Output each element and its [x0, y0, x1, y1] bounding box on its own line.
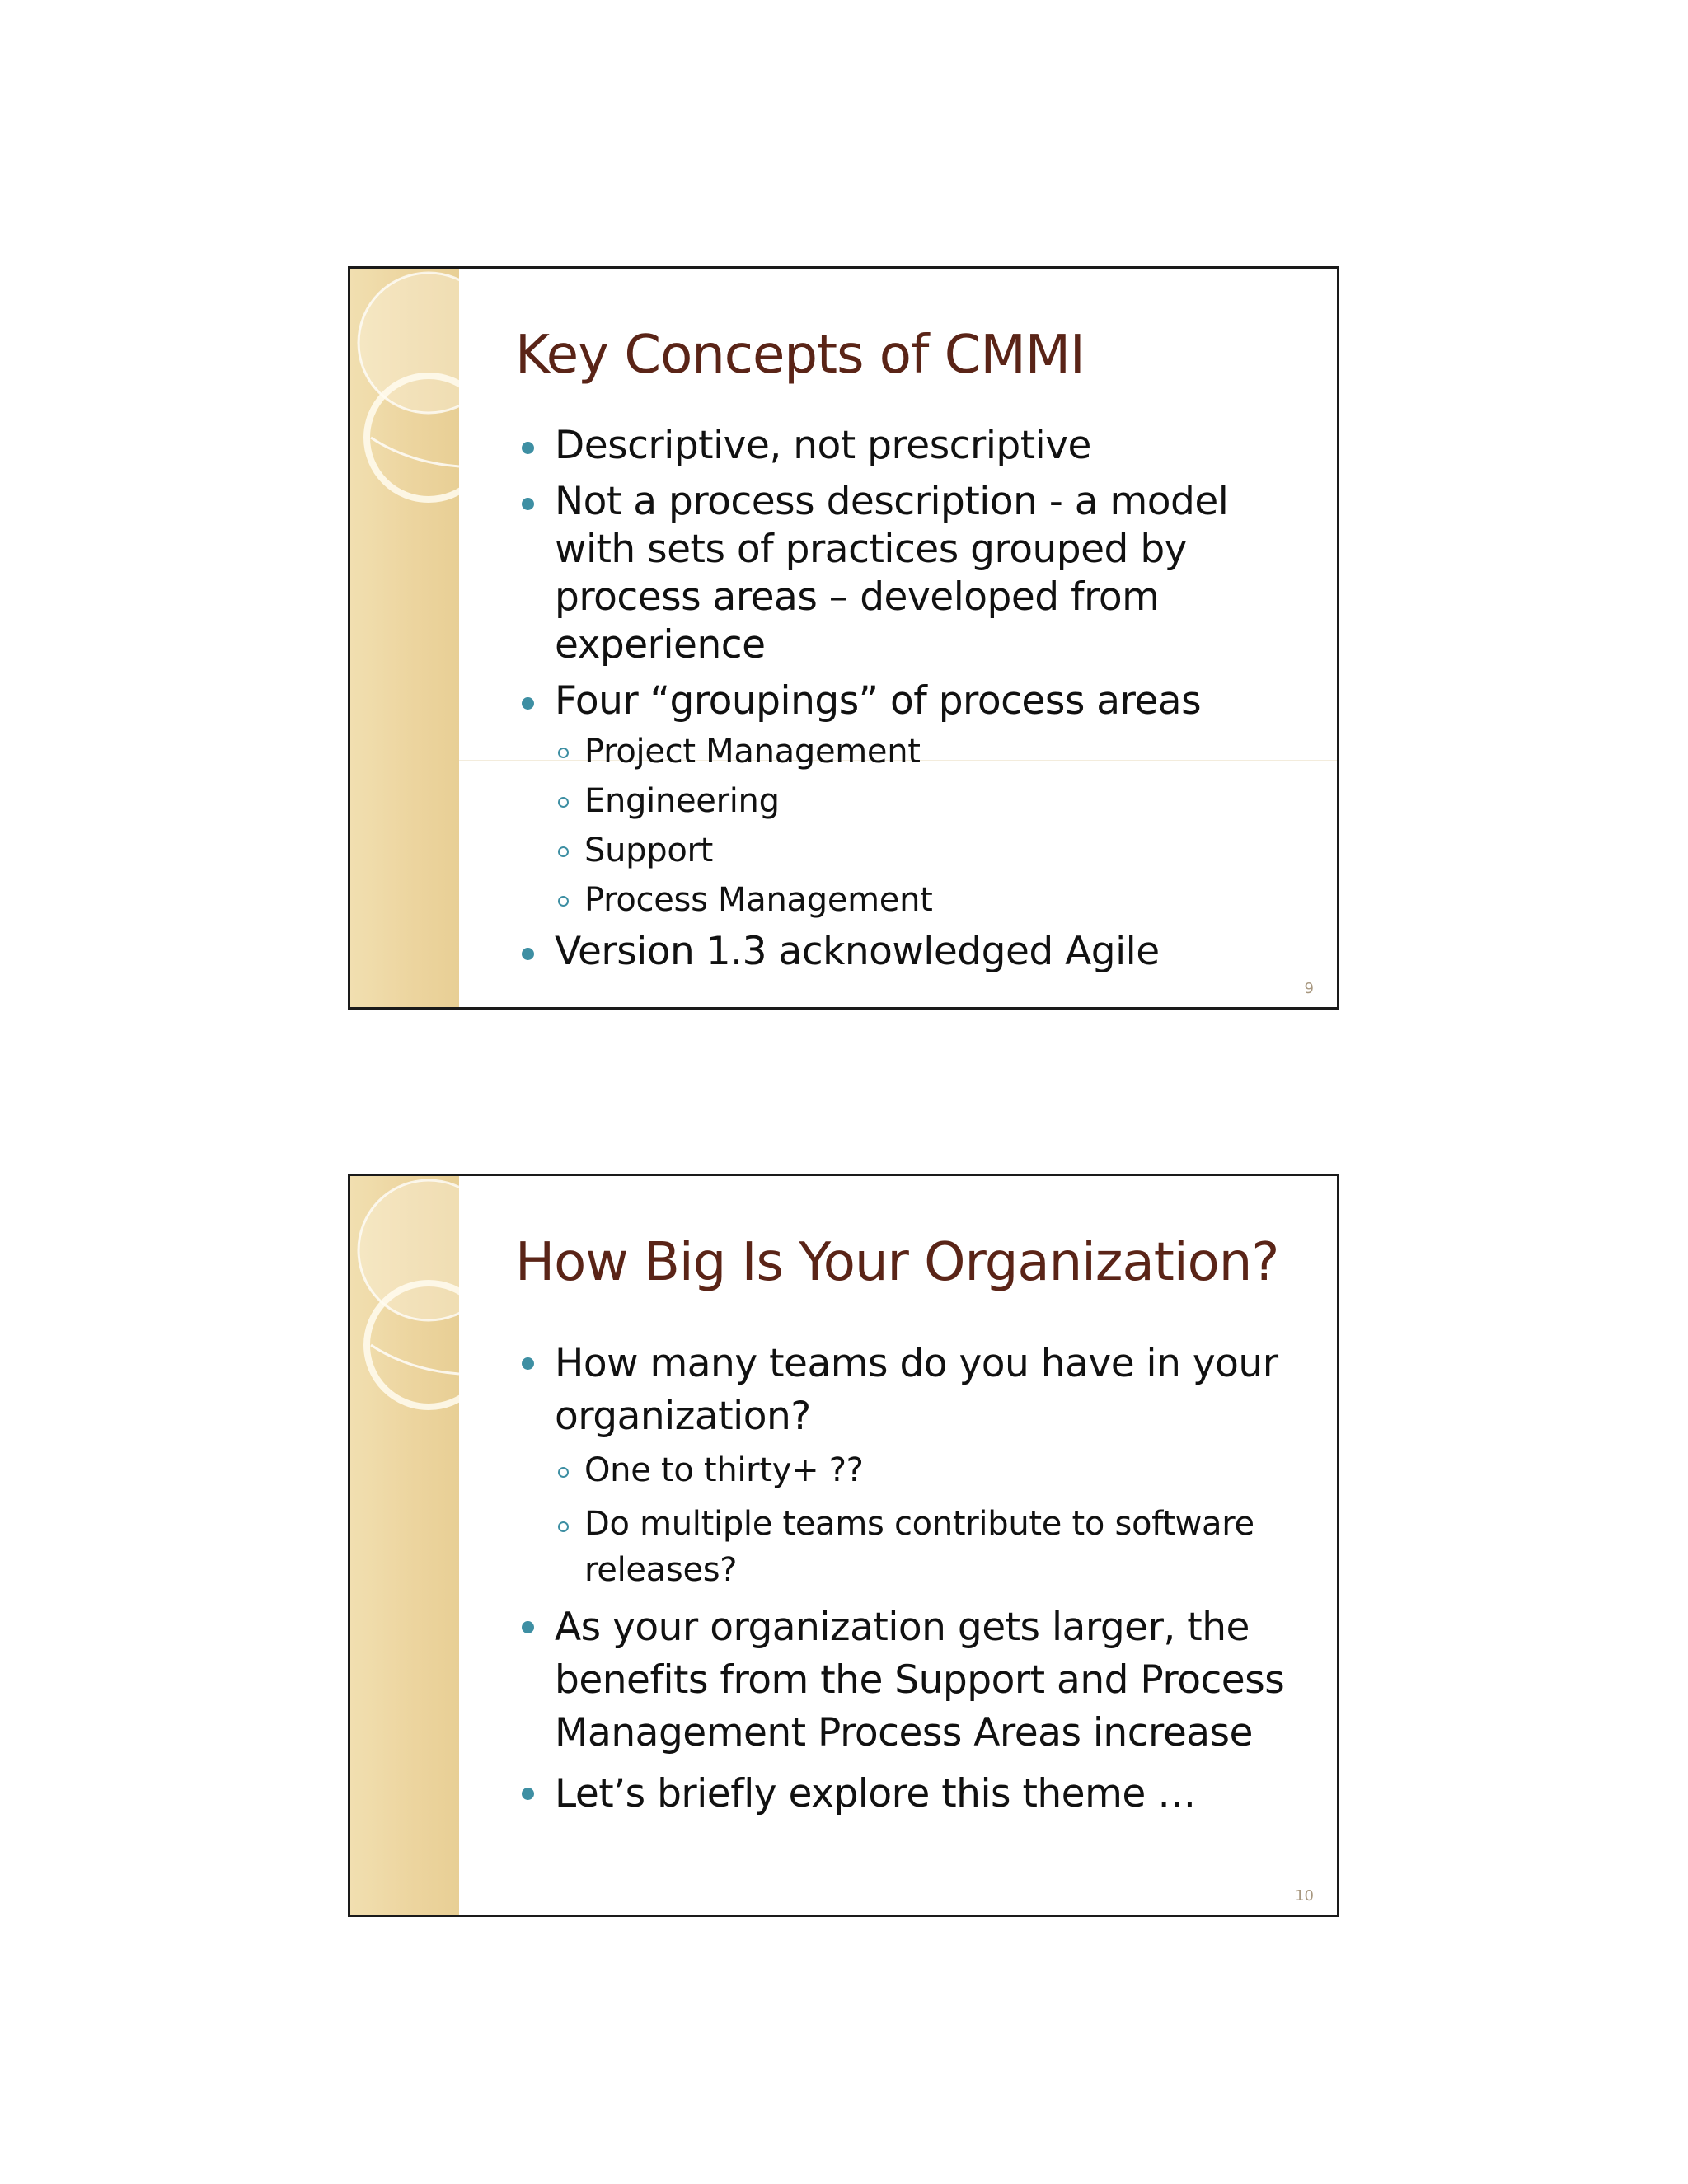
- slide-number: 10: [1295, 1887, 1314, 1905]
- bullet-item: Version 1.3 acknowledged Agile: [515, 928, 1304, 976]
- bullet-item: Descriptive, not prescriptive: [515, 422, 1304, 470]
- decorative-sidebar: [350, 269, 459, 1007]
- sub-bullet-item: One to thirty+ ??: [515, 1446, 1304, 1494]
- slide-number: 9: [1304, 980, 1314, 997]
- bullet-item: As your organization gets larger, the benefits from the Support and Process Management Process Areas increase: [515, 1601, 1304, 1760]
- slide-title: How Big Is Your Organization?: [515, 1232, 1279, 1293]
- slide-content: [459, 269, 1337, 1007]
- sub-bullet-item: Engineering: [515, 776, 1304, 826]
- decorative-circles-graphic: [350, 269, 459, 516]
- slide-content: [459, 1176, 1337, 1915]
- bullet-item: Let’s briefly explore this theme …: [515, 1768, 1304, 1821]
- bullet-item: Four “groupings” of process areas: [515, 677, 1304, 725]
- sub-bullet-item: Do multiple teams contribute to software releases?: [515, 1501, 1304, 1593]
- sub-bullet-item: Support: [515, 826, 1304, 875]
- slide-title: Key Concepts of CMMI: [515, 325, 1085, 386]
- sub-bullet-item: Process Management: [515, 875, 1304, 925]
- slide-9: [348, 266, 1339, 1010]
- bullet-item: Not a process description - a model with sets of practices grouped by process areas – developed from experience: [515, 478, 1304, 669]
- decorative-circles-graphic: [350, 1176, 459, 1423]
- bullet-list: [515, 1338, 1304, 1821]
- slide-10: [348, 1174, 1339, 1917]
- bullet-item: How many teams do you have in your organization?: [515, 1338, 1304, 1443]
- sub-bullet-item: Project Management: [515, 727, 1304, 776]
- decorative-sidebar: [350, 1176, 459, 1915]
- bullet-list: [515, 422, 1304, 976]
